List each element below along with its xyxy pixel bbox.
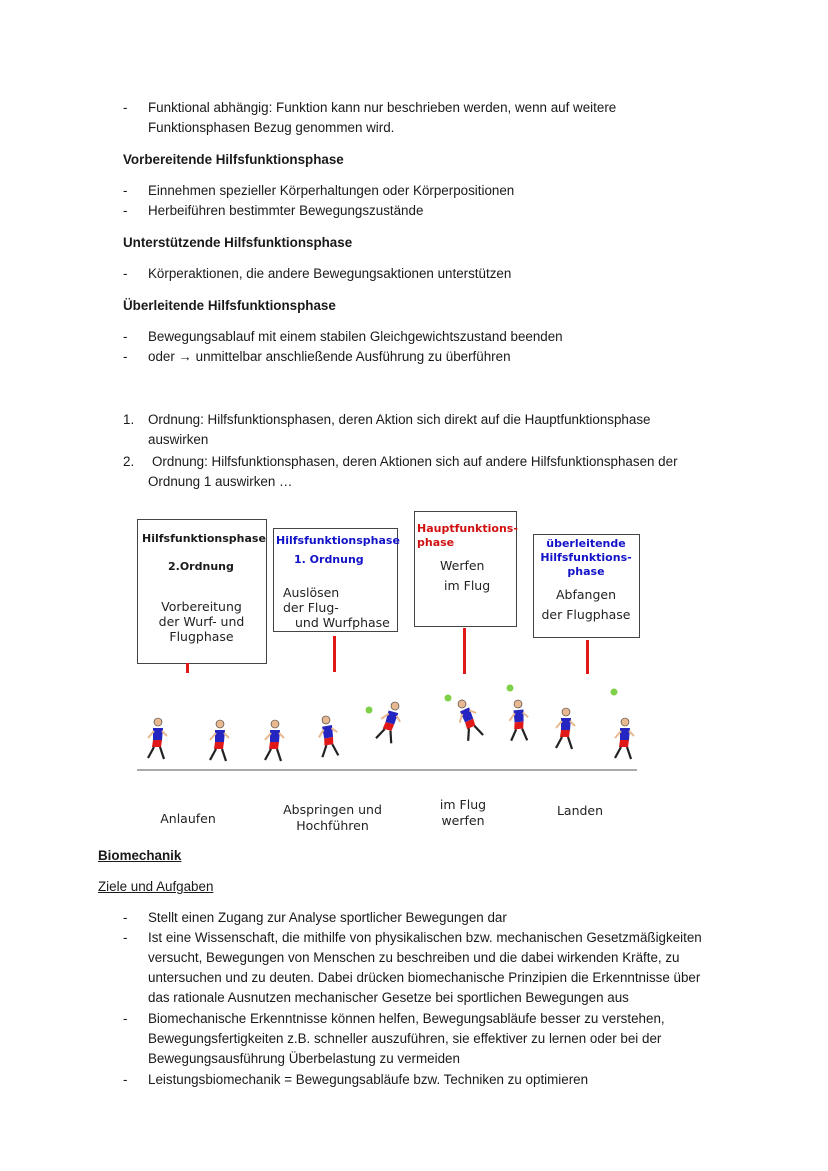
bullet-dash: - xyxy=(123,930,128,945)
box-heading: Hilfsfunktionsphase xyxy=(276,534,400,547)
phase-label-anlaufen: Anlaufen xyxy=(160,811,216,826)
list-item: Herbeiführen bestimmter Bewegungszustände xyxy=(148,203,424,218)
athlete-sequence-illustration xyxy=(130,680,650,775)
list-item: Bewegungsfertigkeiten z.B. schneller auszuführen, sie effektiver zu lernen oder bei der xyxy=(148,1031,662,1046)
list-item: Körperaktionen, die andere Bewegungsaktionen unterstützen xyxy=(148,266,512,281)
order-line: Ordnung 1 auswirken … xyxy=(148,474,293,489)
ball-icon xyxy=(445,695,452,702)
bullet-dash: - xyxy=(123,266,128,281)
list-item: versucht, Bewegungen von Menschen zu beschreiben und die dabei wirkenden Kräfte, zu xyxy=(148,950,680,965)
bullet-dash: - xyxy=(123,100,128,115)
connector-stem xyxy=(463,628,466,674)
bullet-dash: - xyxy=(123,1072,128,1087)
order-line: Ordnung: Hilfsfunktionsphasen, deren Aktion sich direkt auf die Hauptfunktionsphase xyxy=(148,412,651,427)
athlete-figure xyxy=(376,700,405,745)
box-hilfsfunktion-2-ordnung xyxy=(137,519,267,664)
box-text: Abfangen der Flugphase xyxy=(541,587,631,622)
list-item: Biomechanische Erkenntnisse können helfen, Bewegungsabläufe besser zu verstehen, xyxy=(148,1011,665,1026)
box-text: Auslösen der Flug- und Wurfphase xyxy=(283,585,390,630)
order-number: 2. xyxy=(123,454,135,469)
athlete-figure xyxy=(210,720,229,761)
connector-stem xyxy=(586,640,589,674)
order-line: Ordnung: Hilfsfunktionsphasen, deren Aktionen sich auf andere Hilfsfunktionsphasen der xyxy=(152,454,678,469)
athlete-figure xyxy=(556,708,575,749)
athlete-figure xyxy=(508,699,531,741)
list-item: oder → unmittelbar anschließende Ausführung zu überführen xyxy=(148,349,511,364)
intro-line-2: Funktionsphasen Bezug genommen wird. xyxy=(148,120,395,135)
list-item: Ist eine Wissenschaft, die mithilfe von physikalischen bzw. mechanischen Gesetzmäßigkeiten xyxy=(148,930,702,945)
list-item: Bewegungsablauf mit einem stabilen Gleichgewichtszustand beenden xyxy=(148,329,563,344)
ball-icon xyxy=(611,689,618,696)
bullet-dash: - xyxy=(123,349,128,364)
order-line: auswirken xyxy=(148,432,209,447)
bullet-dash: - xyxy=(123,329,128,344)
athlete-figure xyxy=(615,718,634,759)
connector-stem xyxy=(333,636,336,672)
section-subtitle: Ziele und Aufgaben xyxy=(98,879,214,894)
box-hauptfunktionsphase xyxy=(414,511,517,627)
intro-line-1: Funktional abhängig: Funktion kann nur beschrieben werden, wenn auf weitere xyxy=(148,100,617,115)
phase-label-im-flug: im Flug werfen xyxy=(439,797,487,828)
athlete-figure xyxy=(451,697,486,742)
box-subheading: 1. Ordnung xyxy=(294,553,364,566)
heading-vorbereitend: Vorbereitende Hilfsfunktionsphase xyxy=(123,152,344,167)
bullet-dash: - xyxy=(123,1011,128,1026)
heading-ueberleitend: Überleitende Hilfsfunktionsphase xyxy=(123,298,336,313)
connector-stem xyxy=(186,663,189,673)
phase-label-landen: Landen xyxy=(556,803,604,818)
list-item: Leistungsbiomechanik = Bewegungsabläufe bzw. Techniken zu optimieren xyxy=(148,1072,589,1087)
list-item: Stellt einen Zugang zur Analyse sportlicher Bewegungen dar xyxy=(148,910,507,925)
list-item: Bewegungsausführung Überbelastung zu vermeiden xyxy=(148,1051,460,1066)
box-heading: Hilfsfunktionsphase xyxy=(142,532,266,545)
section-title-biomechanik: Biomechanik xyxy=(98,848,182,863)
athlete-figure xyxy=(265,720,284,761)
box-hilfsfunktion-1-ordnung xyxy=(273,528,398,632)
box-text: Vorbereitung der Wurf- und Flugphase xyxy=(158,599,245,644)
bullet-dash: - xyxy=(123,203,128,218)
box-heading: Hauptfunktions- xyxy=(417,522,518,535)
box-subheading: 2.Ordnung xyxy=(168,560,234,573)
bullet-dash: - xyxy=(123,183,128,198)
phase-label-abspringen: Abspringen und Hochführen xyxy=(283,802,382,833)
ground-line xyxy=(137,769,637,771)
athlete-figure xyxy=(315,714,341,758)
box-heading: phase xyxy=(417,536,455,549)
box-ueberleitende-hilfsfunktionsphase xyxy=(533,534,640,638)
athlete-figure xyxy=(148,718,167,759)
order-number: 1. xyxy=(123,412,135,427)
heading-unterstuetzend: Unterstützende Hilfsfunktionsphase xyxy=(123,235,353,250)
ball-icon xyxy=(507,685,514,692)
box-heading: überleitende Hilfsfunktions- phase xyxy=(540,537,632,578)
bullet-dash: - xyxy=(123,910,128,925)
box-text: Werfen im Flug xyxy=(440,558,491,593)
ball-icon xyxy=(366,707,373,714)
list-item: das rationale Ausnutzen mechanischer Gesetze bei sportlichen Bewegungen aus xyxy=(148,990,629,1005)
list-item: untersuchen und zu deuten. Dabei drücken biomechanische Prinzipien die Erkenntnisse über xyxy=(148,970,701,985)
list-item: Einnehmen spezieller Körperhaltungen oder Körperpositionen xyxy=(148,183,515,198)
